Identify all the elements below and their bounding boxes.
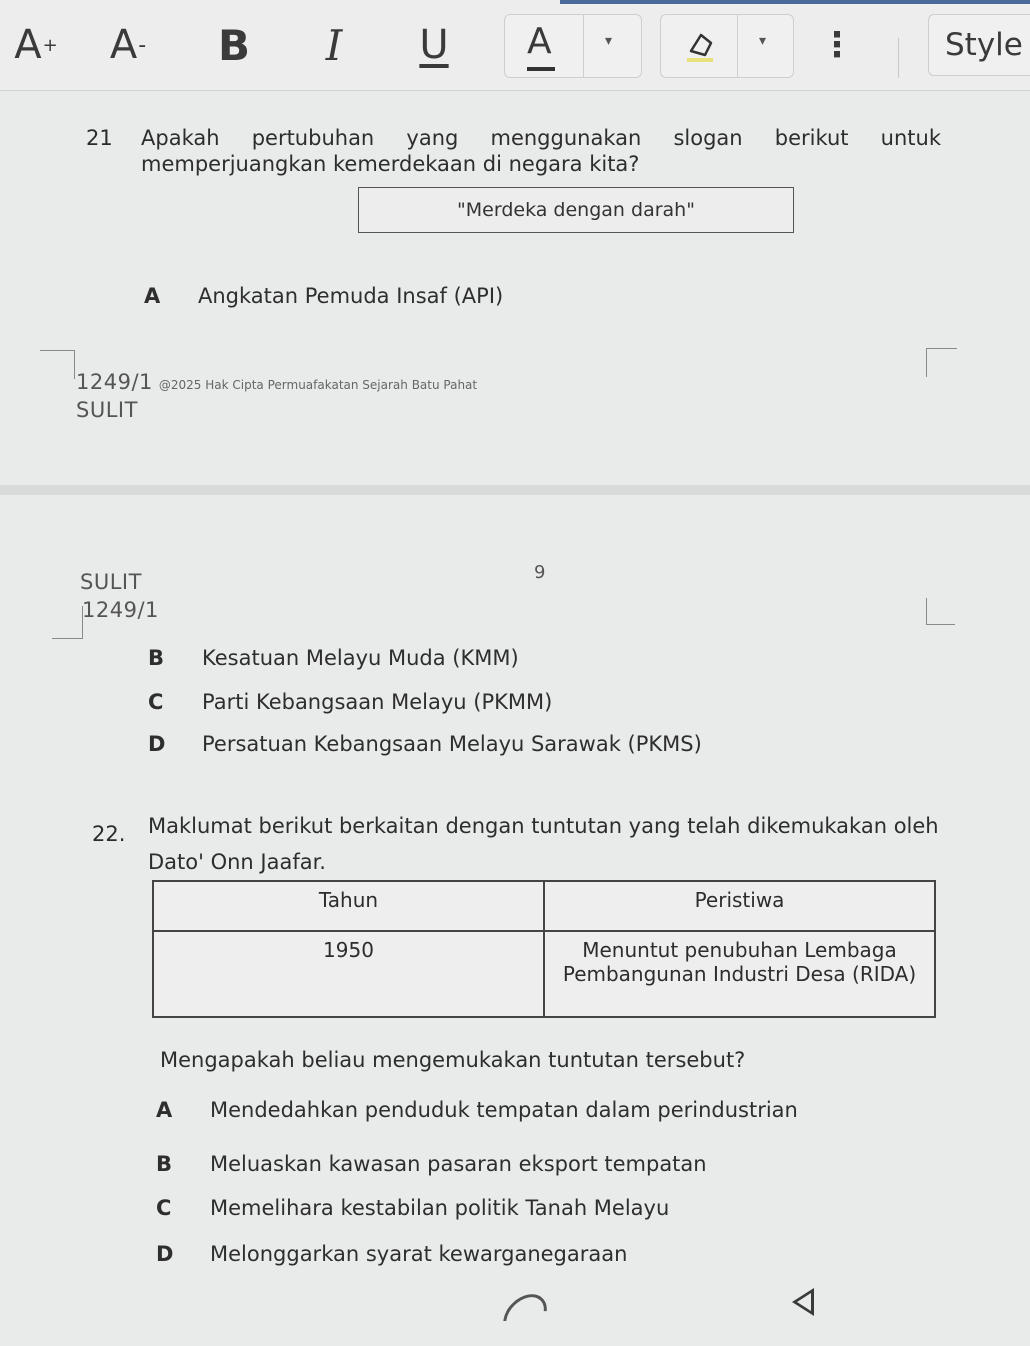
question-22-option-b [156, 1152, 707, 1176]
option-letter: D [156, 1242, 174, 1266]
style-button[interactable] [928, 14, 1030, 76]
table-cell-event [544, 931, 935, 1017]
header-paper-code: 1249/1 [82, 598, 159, 622]
option-text: Memelihara kestabilan politik Tanah Melayu [210, 1196, 670, 1220]
back-icon[interactable] [792, 1288, 814, 1316]
increase-font-size-button[interactable] [6, 14, 66, 76]
option-letter: A [144, 284, 161, 308]
footer-paper-code: 1249/1 [76, 370, 153, 394]
question-22-number: 22. [92, 822, 126, 846]
table-header-tahun: Tahun [153, 881, 544, 931]
more-options-button[interactable] [812, 14, 862, 76]
table-header-peristiwa: Peristiwa [544, 881, 935, 931]
decrease-font-size-icon: A [109, 22, 138, 68]
table-row [153, 931, 935, 1017]
bold-icon: B [217, 20, 250, 70]
question-21-text-line1: Apakah pertubuhan yang menggunakan slogan berikut untuk [141, 126, 941, 150]
footer-copyright: @2025 Hak Cipta Permuafakatan Sejarah Batu Pahat [158, 378, 478, 392]
formatting-toolbar [0, 0, 1030, 91]
question-21-text-line2: memperjuangkan kemerdekaan di negara kita? [141, 152, 640, 176]
crop-mark [40, 350, 75, 379]
minus-icon: - [138, 32, 147, 58]
option-letter: B [148, 646, 165, 670]
table-cell-event-line1: Menuntut penubuhan Lembaga [582, 938, 897, 962]
text-color-button[interactable] [504, 14, 642, 78]
decrease-font-size-button[interactable] [98, 14, 158, 76]
option-text: Angkatan Pemuda Insaf (API) [198, 284, 504, 308]
italic-icon: I [325, 20, 343, 70]
bold-button[interactable] [204, 14, 264, 76]
highlighter-icon [683, 29, 717, 63]
table-cell-year: 1950 [153, 931, 544, 1017]
highlight-color-button[interactable] [660, 14, 794, 78]
option-letter: B [156, 1152, 173, 1176]
option-letter: C [148, 690, 164, 714]
question-22-option-c [156, 1196, 669, 1220]
table-header-row [153, 881, 935, 931]
info-table [152, 880, 936, 1018]
header-sulit: SULIT [80, 570, 142, 594]
question-22-prompt: Mengapakah beliau mengemukakan tuntutan tersebut? [160, 1048, 746, 1072]
question-22-text-line1: Maklumat berikut berkaitan dengan tuntutan yang telah dikemukakan oleh [148, 814, 939, 838]
question-21-option-b [148, 646, 519, 670]
option-letter: C [156, 1196, 172, 1220]
italic-button[interactable] [304, 14, 364, 76]
toolbar-accent-line [560, 0, 1030, 4]
style-label: Style [945, 27, 1023, 63]
divider [737, 15, 738, 77]
table-cell-event-line2: Pembangunan Industri Desa (RIDA) [562, 962, 917, 986]
option-letter: A [156, 1098, 173, 1122]
more-vert-icon: ⋮ [820, 25, 854, 65]
option-text: Melonggarkan syarat kewarganegaraan [210, 1242, 628, 1266]
underline-icon: U [419, 22, 449, 68]
footer-code-line [76, 370, 477, 394]
option-text: Mendedahkan penduduk tempatan dalam perindustrian [210, 1098, 798, 1122]
option-text: Meluaskan kawasan pasaran eksport tempatan [210, 1152, 707, 1176]
underline-button[interactable] [404, 14, 464, 76]
question-21-number: 21 [86, 126, 113, 150]
slogan-box [358, 187, 794, 233]
option-letter: D [148, 732, 166, 756]
option-text: Persatuan Kebangsaan Melayu Sarawak (PKMS) [202, 732, 702, 756]
page-separator [0, 485, 1030, 495]
toolbar-divider [898, 38, 899, 78]
question-22-option-a [156, 1098, 798, 1122]
home-gesture-icon[interactable] [495, 1286, 556, 1346]
option-text: Parti Kebangsaan Melayu (PKMM) [202, 690, 553, 714]
question-22-text-line2: Dato' Onn Jaafar. [148, 850, 326, 874]
slogan-text: "Merdeka dengan darah" [457, 199, 695, 221]
crop-mark [926, 348, 957, 377]
text-color-icon: A [527, 21, 552, 62]
crop-mark [926, 598, 955, 625]
chevron-down-icon[interactable]: ▾ [759, 33, 767, 49]
question-21-option-a [144, 284, 503, 308]
footer-sulit: SULIT [76, 398, 138, 422]
question-21-option-c [148, 690, 552, 714]
question-21-option-d [148, 732, 702, 756]
page-number: 9 [534, 562, 546, 583]
crop-mark [52, 606, 83, 639]
question-22-option-d [156, 1242, 627, 1266]
option-text: Kesatuan Melayu Muda (KMM) [202, 646, 519, 670]
chevron-down-icon[interactable]: ▾ [605, 33, 613, 49]
plus-icon: + [42, 34, 58, 56]
divider [583, 15, 584, 77]
text-color-swatch [527, 67, 555, 71]
increase-font-size-icon: A [14, 22, 42, 68]
